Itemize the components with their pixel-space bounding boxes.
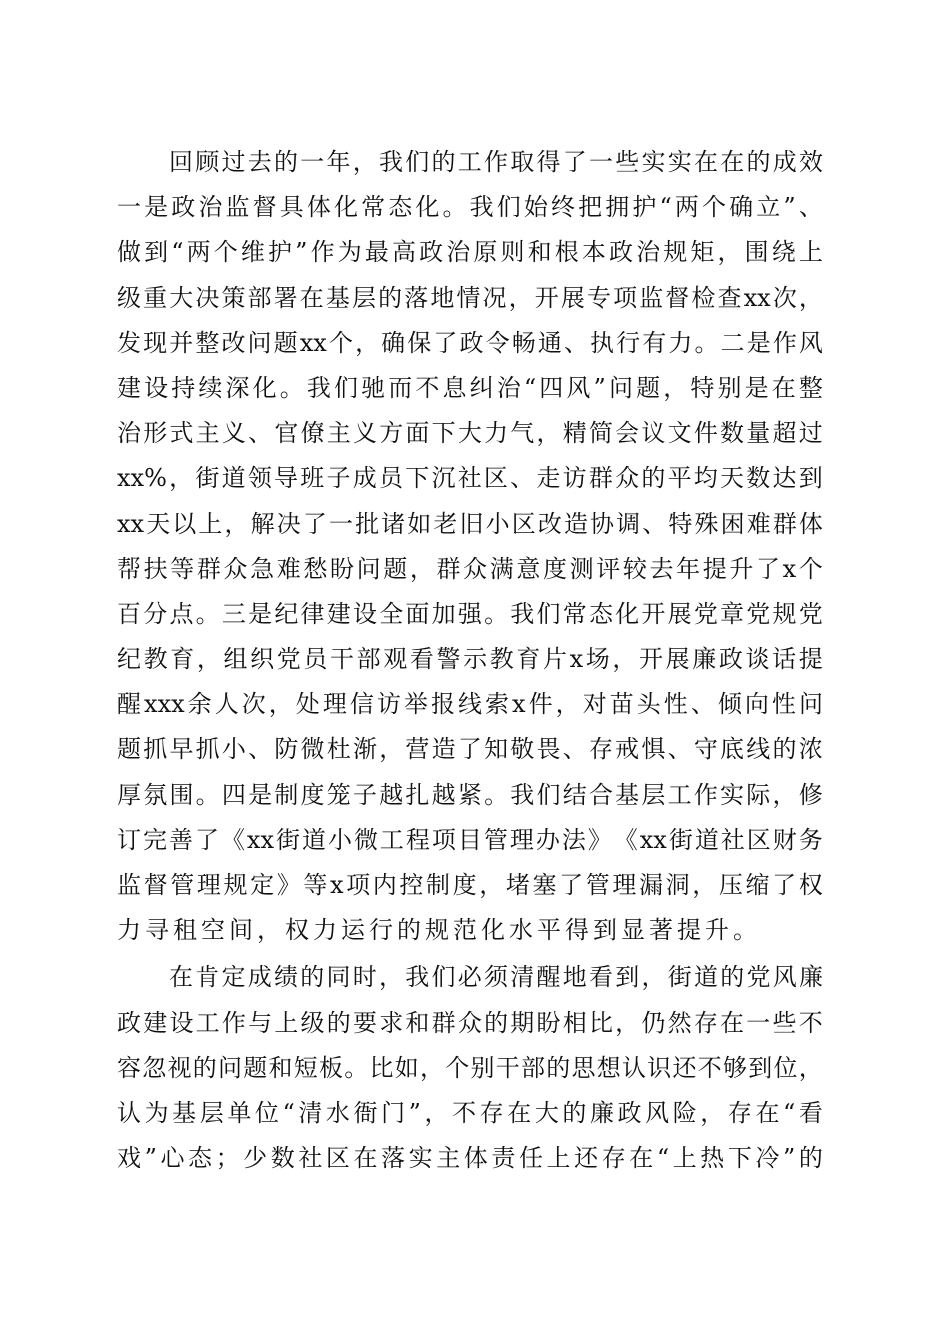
paragraph-shortcomings [117,955,823,1181]
paragraph-achievements [117,140,823,953]
text-line: 一 是 政 治 监 督 具 体 化 常 态 化 。 我 们 始 终 把 拥 护 “ 两 个 确 立 ” 、 [117,193,823,222]
text-line: 百 分 点 。 三 是 纪 律 建 设 全 面 加 强 。 我 们 常 态 化 开 展 党 章 党 规 党 [117,599,823,628]
text-line: 认 为 基 层 单 位 “ 清 水 衙 门 ” ， 不 存 在 大 的 廉 政 风 险 ， 存 在 “ 看 [117,1098,823,1127]
text-line: 戏 ” 心 态 ； 少 数 社 区 在 落 实 主 体 责 任 上 还 存 在 “ 上 热 下 冷 ” 的 [117,1144,823,1173]
text-line: 建 设 持 续 深 化 。 我 们 驰 而 不 息 纠 治 “ 四 风 ” 问 题 ， 特 别 是 在 整 [117,373,823,402]
text-line: 政 建 设 工 作 与 上 级 的 要 求 和 群 众 的 期 盼 相 比 ， 仍 然 存 在 一 些 不 [117,1008,823,1037]
text-line: 在 肯 定 成 绩 的 同 时 ， 我 们 必 须 清 醒 地 看 到 ， 街 道 的 党 风 廉 [169,963,823,992]
text-line: 容 忽 视 的 问 题 和 短 板 。 比 如 ， 个 别 干 部 的 思 想 认 识 还 不 够 到 位 ， [117,1053,823,1082]
text-line: xx 天 以 上 ， 解 决 了 一 批 诸 如 老 旧 小 区 改 造 协 调 、 特 殊 困 难 群 体 [117,509,823,538]
text-line: 订 完 善 了 《 xx 街 道 小 微 工 程 项 目 管 理 办 法 》 《 xx 街 道 社 区 财 务 [117,825,823,854]
text-line: xx% ， 街 道 领 导 班 子 成 员 下 沉 社 区 、 走 访 群 众 的 平 均 天 数 达 到 [117,464,823,493]
text-line: 做 到 “ 两 个 维 护 ” 作 为 最 高 政 治 原 则 和 根 本 政 治 规 矩 ， 围 绕 上 [117,238,823,267]
text-line: 纪 教 育 ， 组 织 党 员 干 部 观 看 警 示 教 育 片 x 场 ， 开 展 廉 政 谈 话 提 [117,645,823,674]
text-line: 监 督 管 理 规 定 》 等 x 项 内 控 制 度 ， 堵 塞 了 管 理 漏 洞 ， 压 缩 了 权 [117,871,823,899]
text-line: 厚 氛 围 。 四 是 制 度 笼 子 越 扎 越 紧 。 我 们 结 合 基 层 工 作 实 际 ， 修 [117,780,823,809]
text-line: 级 重 大 决 策 部 署 在 基 层 的 落 地 情 况 ， 开 展 专 项 监 督 检 查 xx 次 ， [117,283,823,312]
text-line: 帮 扶 等 群 众 急 难 愁 盼 问 题 ， 群 众 满 意 度 测 评 较 去 年 提 升 了 x 个 [117,554,823,583]
text-line: 醒 xxx 余 人 次 ， 处 理 信 访 举 报 线 索 x 件 ， 对 苗 头 性 、 倾 向 性 问 [117,690,823,719]
text-line: 治 形 式 主 义 、 官 僚 主 义 方 面 下 大 力 气 ， 精 简 会 议 文 件 数 量 超 过 [117,419,823,448]
text-line: 回 顾 过 去 的 一 年 ， 我 们 的 工 作 取 得 了 一 些 实 实 在 在 的 成 效 [169,148,823,176]
document-body [117,140,823,1181]
text-line: 发 现 并 整 改 问 题 xx 个 ， 确 保 了 政 令 畅 通 、 执 行 有 力 。 二 是 作 风 [117,328,823,357]
text-line: 力 寻 租 空 间 ， 权 力 运 行 的 规 范 化 水 平 得 到 显 著 提 升 。 [117,916,757,945]
text-line: 题 抓 早 抓 小 、 防 微 杜 渐 ， 营 造 了 知 敬 畏 、 存 戒 惧 、 守 底 线 的 浓 [117,735,823,764]
